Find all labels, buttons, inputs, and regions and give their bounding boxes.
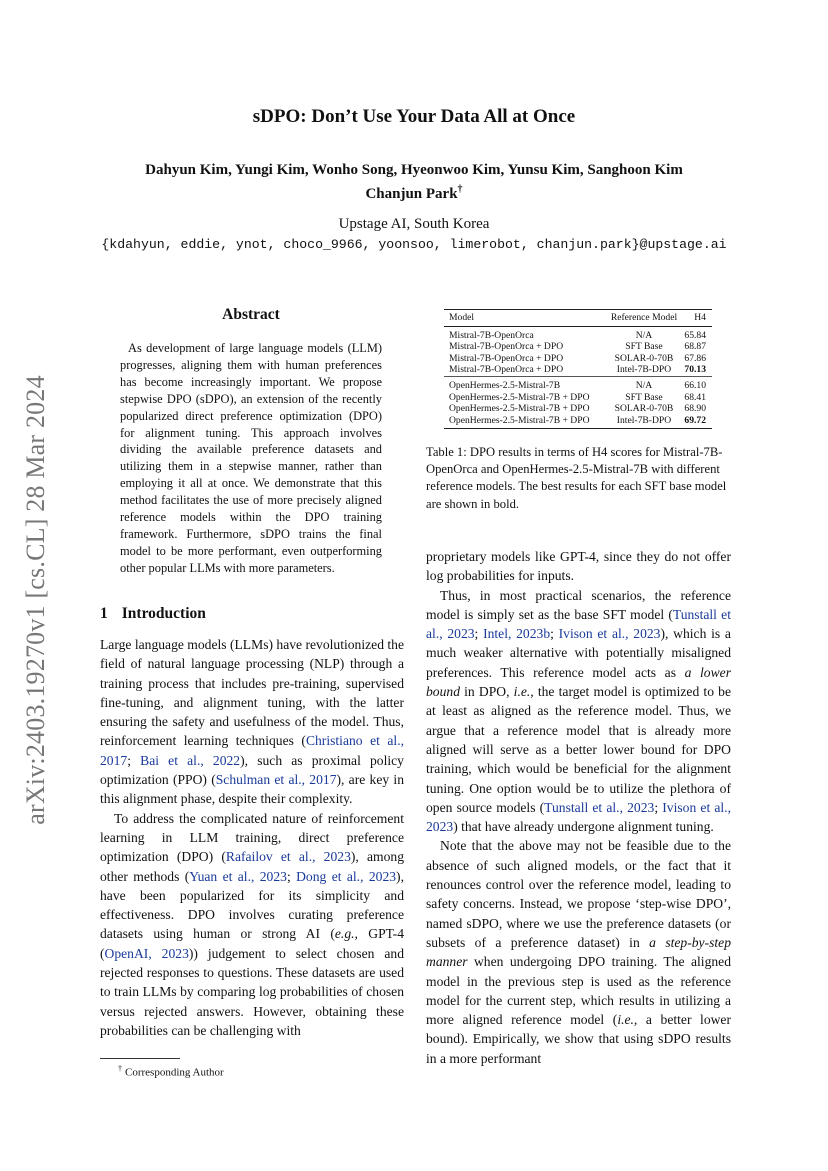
citation-link[interactable]: Tunstall et al., 2023 (426, 606, 731, 642)
table-header-row (444, 310, 712, 327)
citation-link[interactable]: Rafailov et al., 2023 (225, 849, 351, 865)
text-run: ; (474, 626, 484, 642)
text-run: the target model is optimized to be at least as aligned as the reference model. Thus, we argue that a reference model that is already more aligned will serve as a better lower bound for DPO training, which would be beneficial for the alignment tuning. One option would be to utilize the plethora of open source models ( (426, 684, 731, 815)
paper-title: sDPO: Don’t Use Your Data All at Once (252, 106, 576, 127)
text-run: )) judgement to select chosen and rejected responses to questions. These datasets are used to train LLMs by comparing log probabilities of chosen versus rejected answers. However, obtaining these probabilities can be challenging with (100, 945, 404, 1038)
text-run: ), among other methods ( (100, 849, 404, 884)
cell-model: Mistral-7B-OpenOrca + DPO (449, 352, 564, 364)
text-run: ), which is a much weaker alternative with potentially misaligned preferences. This reference model acts as (426, 626, 731, 680)
table-row (444, 364, 712, 376)
cell-reference: SOLAR-0-70B (614, 403, 674, 415)
citation-link[interactable]: Yuan et al., 2023 (189, 868, 287, 884)
table-row (444, 326, 712, 341)
right-column-body (426, 547, 731, 1068)
arxiv-margin-stamp (16, 330, 56, 870)
footnote-text: Corresponding Author (125, 1066, 224, 1079)
citation-link[interactable]: Tunstall et al., 2023 (544, 799, 655, 815)
footnote-divider (100, 1058, 180, 1059)
abstract-heading: Abstract (222, 306, 280, 323)
cell-model: OpenHermes-2.5-Mistral-7B + DPO (449, 391, 590, 403)
arxiv-identifier: arXiv:2403.19270v1 [cs.CL] 28 Mar 2024 (21, 375, 50, 825)
footnote-mark: † (118, 1064, 122, 1073)
table-row (444, 353, 712, 365)
citation-link[interactable]: Ivison et al., 2023 (558, 626, 661, 642)
cell-reference: SFT Base (625, 341, 663, 353)
header-model: Model (444, 310, 607, 327)
table-row (444, 376, 712, 391)
dagger-mark: † (457, 184, 463, 195)
table-row (444, 392, 712, 404)
text-run: when undergoing DPO training. The aligned model in the previous step is used as the reference model for the current step, which results in utilizing a more aligned reference model ( (426, 954, 731, 1028)
text-run: ), such as proximal policy optimization (PPO) ( (100, 752, 404, 788)
citation-link[interactable]: Bai et al., 2022 (140, 752, 241, 768)
author-emails: {kdahyun, eddie, ynot, choco_9966, yoonsoo, limerobot, chanjun.park}@upstage.ai (101, 237, 727, 252)
citation-link[interactable]: OpenAI, 2023 (104, 945, 189, 961)
affiliation: Upstage AI, South Korea (338, 216, 490, 232)
text-run: Note that the above may not be feasible due to the absence of such aligned models, or the fact that it renounces control over the reference model, leading to safety concerns. Instead, we propose ‘step-wise DPO’, named sDPO, where we use the preference datasets (or subsets of a preference dataset) in (426, 838, 731, 950)
right-paragraph-1: proprietary models like GPT-4, since they do not offer log probabilities for inputs. (426, 549, 731, 584)
table-row (444, 415, 712, 429)
text-run: in DPO, (459, 684, 514, 700)
table-caption: Table 1: DPO results in terms of H4 scores for Mistral-7B-OpenOrca and OpenHermes-2.5-Mistral-7B with different reference models. The best results for each SFT base model are shown in bold. (426, 445, 727, 511)
cell-model: OpenHermes-2.5-Mistral-7B (444, 376, 607, 391)
table-row (444, 341, 712, 353)
text-run: ; (127, 752, 141, 768)
intro-paragraph-2 (100, 809, 404, 1041)
cell-score: 67.86 (684, 352, 706, 364)
authors-line-1: Dahyun Kim, Yungi Kim, Wonho Song, Hyeonwoo Kim, Yunsu Kim, Sanghoon Kim (145, 162, 683, 178)
emphasis-text: a step-by-step manner (426, 934, 732, 970)
cell-score: 65.84 (684, 329, 706, 341)
cell-reference: N/A (607, 376, 681, 391)
text-run: ; (550, 626, 559, 642)
text-run: GPT-4 ( (100, 926, 405, 961)
text-run: Large language models (LLMs) have revolutionized the field of natural language processing (NLP) through a training process that includes pre-training, supervised fine-tuning, and alignment tuning, with the latter ensuring the safety and usefulness of the model. Thus, reinforcement learning techniques ( (100, 637, 404, 749)
right-paragraph-3 (426, 836, 731, 1068)
cell-score: 68.90 (684, 403, 706, 415)
text-run: ) that have already undergone alignment tuning. (453, 819, 714, 835)
citation-link[interactable]: Christiano et al., 2017 (100, 733, 404, 768)
emphasis-text: i.e., (513, 684, 534, 700)
citation-link[interactable]: Ivison et al., 2023 (426, 799, 731, 835)
intro-paragraph-1 (100, 635, 404, 809)
cell-score: 66.10 (681, 376, 712, 391)
emphasis-text: e.g., (334, 926, 358, 942)
text-run: ; (654, 799, 663, 815)
section-title: Introduction (121, 605, 206, 622)
header-h4: H4 (681, 310, 712, 327)
left-column-body (100, 635, 404, 1040)
cell-reference: N/A (635, 329, 653, 341)
abstract-text: As development of large language models (LLM) progresses, aligning them with human preferences has become increasingly important. We propose stepwise DPO (sDPO), an extension of the recently popularized direct preference optimization (DPO) for alignment tuning. This approach involves dividing the available preference datasets and utilizing them in a stepwise manner, rather than employing it all at once. We demonstrate that this method facilitates the use of more precisely aligned reference models within the DPO training framework. Furthermore, sDPO trains the final model to be more performant, even outperforming other popular LLMs with more parameters. (120, 341, 382, 575)
cell-model: OpenHermes-2.5-Mistral-7B + DPO (449, 403, 590, 415)
author-list (0, 160, 828, 204)
cell-reference: Intel-7B-DPO (616, 364, 672, 376)
citation-link[interactable]: Dong et al., 2023 (296, 868, 397, 884)
emphasis-text: a lower bound (426, 664, 731, 700)
header-reference-model: Reference Model (607, 310, 681, 327)
corresponding-author: Chanjun Park (365, 186, 458, 202)
emphasis-text: i.e., (617, 1012, 638, 1028)
table-row (444, 403, 712, 415)
cell-score: 68.41 (684, 391, 706, 403)
cell-score: 68.87 (684, 341, 706, 353)
section-number: 1 (100, 605, 108, 622)
text-run: Thus, in most practical scenarios, the reference model is simply set as the base SFT model ( (426, 587, 731, 622)
cell-reference: Intel-7B-DPO (616, 414, 672, 426)
cell-model: Mistral-7B-OpenOrca + DPO (449, 364, 564, 376)
cell-reference: SFT Base (625, 391, 663, 403)
text-run: a better lower bound). Empirically, we show that using sDPO results in a more performant (426, 1012, 731, 1066)
cell-model: Mistral-7B-OpenOrca (449, 329, 534, 341)
text-run: To address the complicated nature of reinforcement learning in LLM training, direct preference optimization (DPO) ( (100, 810, 404, 865)
cell-score-best: 69.72 (684, 414, 706, 426)
cell-model: OpenHermes-2.5-Mistral-7B + DPO (449, 414, 590, 426)
authors-line-2 (0, 180, 828, 204)
text-run: ), have been popularized for its simplicity and effectiveness. DPO involves curating preference datasets using human or strong AI ( (100, 868, 404, 942)
text-run: ; (286, 868, 297, 884)
cell-reference: SOLAR-0-70B (614, 352, 674, 364)
citation-link[interactable]: Schulman et al., 2017 (215, 772, 337, 788)
right-paragraph-2 (426, 586, 731, 837)
footnote (118, 1064, 224, 1079)
citation-link[interactable]: Intel, 2023b (483, 626, 551, 642)
cell-model: Mistral-7B-OpenOrca + DPO (449, 341, 564, 353)
results-table (444, 309, 712, 429)
text-run: ), are key in this alignment phase, despite their complexity. (100, 772, 404, 807)
cell-score-best: 70.13 (684, 364, 706, 376)
section-heading-introduction (100, 605, 206, 623)
